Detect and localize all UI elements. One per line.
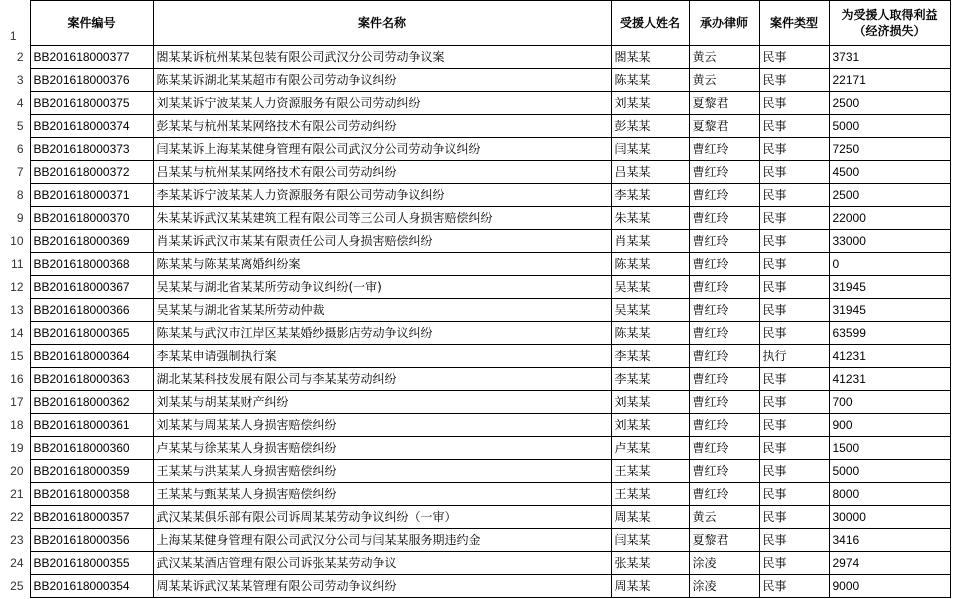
cell-client-name[interactable]: 陈某某 [611,322,689,345]
cell-case-id[interactable]: BB201618000362 [30,391,153,414]
cell-client-name[interactable]: 刘某某 [611,92,689,115]
cell-case-type[interactable]: 民事 [759,529,829,552]
row-number[interactable]: 13 [0,299,30,322]
table-row [0,483,950,506]
table-row [0,460,950,483]
cell-case-id[interactable]: BB201618000365 [30,322,153,345]
table-row [0,552,950,575]
cell-client-name[interactable]: 閤某某 [611,46,689,69]
cell-benefit[interactable]: 4500 [829,161,950,184]
cell-case-type[interactable]: 民事 [759,253,829,276]
cell-case-name[interactable]: 陈某某与武汉市江岸区某某婚纱摄影店劳动争议纠纷 [153,322,611,345]
row-number[interactable]: 17 [0,391,30,414]
cell-benefit[interactable]: 7250 [829,138,950,161]
cell-case-id[interactable]: BB201618000363 [30,368,153,391]
cell-case-id[interactable]: BB201618000376 [30,69,153,92]
cell-case-id[interactable]: BB201618000377 [30,46,153,69]
table-row [0,138,950,161]
header-lawyer[interactable]: 承办律师 [689,1,759,46]
row-number[interactable]: 1 [0,1,30,46]
row-number[interactable]: 21 [0,483,30,506]
cell-benefit[interactable]: 5000 [829,115,950,138]
cell-benefit[interactable]: 2974 [829,552,950,575]
cell-client-name[interactable]: 陈某某 [611,69,689,92]
table-row [0,161,950,184]
cell-benefit[interactable]: 41231 [829,368,950,391]
cell-case-type[interactable]: 民事 [759,575,829,598]
cell-case-type[interactable]: 民事 [759,299,829,322]
cell-benefit[interactable]: 31945 [829,276,950,299]
cell-client-name[interactable]: 肖某某 [611,230,689,253]
table-row [0,299,950,322]
table-row [0,69,950,92]
cell-lawyer[interactable]: 曹红玲 [689,184,759,207]
cell-lawyer[interactable]: 曹红玲 [689,253,759,276]
cell-client-name[interactable]: 闫某某 [611,138,689,161]
row-number[interactable]: 8 [0,184,30,207]
table-row [0,368,950,391]
table-row [0,92,950,115]
cell-benefit[interactable]: 900 [829,414,950,437]
cell-case-name[interactable]: 刘某某与周某某人身损害赔偿纠纷 [153,414,611,437]
row-number[interactable]: 9 [0,207,30,230]
header-benefit[interactable]: 为受援人取得利益 （经济损失） [829,1,950,46]
row-number[interactable]: 20 [0,460,30,483]
header-case-type[interactable]: 案件类型 [759,1,829,46]
cell-lawyer[interactable]: 曹红玲 [689,276,759,299]
cell-client-name[interactable]: 彭某某 [611,115,689,138]
cell-benefit[interactable]: 9000 [829,575,950,598]
cell-case-id[interactable]: BB201618000369 [30,230,153,253]
cell-client-name[interactable]: 周某某 [611,575,689,598]
cell-client-name[interactable]: 刘某某 [611,414,689,437]
cell-client-name[interactable]: 刘某某 [611,391,689,414]
cell-lawyer[interactable]: 曹红玲 [689,414,759,437]
table-row [0,575,950,598]
header-case-id[interactable]: 案件编号 [30,1,153,46]
cell-case-type[interactable]: 民事 [759,322,829,345]
cell-benefit[interactable]: 22171 [829,69,950,92]
cell-lawyer[interactable]: 黄云 [689,46,759,69]
cell-case-type[interactable]: 民事 [759,391,829,414]
cell-case-id[interactable]: BB201618000372 [30,161,153,184]
row-number[interactable]: 25 [0,575,30,598]
cell-case-id[interactable]: BB201618000374 [30,115,153,138]
cell-benefit[interactable]: 22000 [829,207,950,230]
cell-case-type[interactable]: 民事 [759,230,829,253]
cell-case-type[interactable]: 民事 [759,460,829,483]
table-row [0,46,950,69]
row-number[interactable]: 15 [0,345,30,368]
cell-client-name[interactable]: 李某某 [611,345,689,368]
cell-case-type[interactable]: 民事 [759,69,829,92]
row-number[interactable]: 10 [0,230,30,253]
cell-benefit[interactable]: 30000 [829,506,950,529]
cell-case-name[interactable]: 吕某某与杭州某某网络技术有限公司劳动纠纷 [153,161,611,184]
cell-case-name[interactable]: 周某某诉武汉某某管理有限公司劳动争议纠纷 [153,575,611,598]
cell-benefit[interactable]: 5000 [829,460,950,483]
cell-case-type[interactable]: 民事 [759,115,829,138]
cell-case-id[interactable]: BB201618000368 [30,253,153,276]
row-number[interactable]: 3 [0,69,30,92]
cell-lawyer[interactable]: 曹红玲 [689,391,759,414]
table-row [0,529,950,552]
cell-client-name[interactable]: 王某某 [611,483,689,506]
cell-case-name[interactable]: 王某某与洪某某人身损害赔偿纠纷 [153,460,611,483]
cell-client-name[interactable]: 陈某某 [611,253,689,276]
cell-lawyer[interactable]: 黄云 [689,506,759,529]
row-number[interactable]: 7 [0,161,30,184]
cell-case-name[interactable]: 朱某某诉武汉某某建筑工程有限公司等三公司人身损害赔偿纠纷 [153,207,611,230]
cell-client-name[interactable]: 吴某某 [611,276,689,299]
cell-benefit[interactable]: 63599 [829,322,950,345]
cell-lawyer[interactable]: 夏黎君 [689,115,759,138]
cell-lawyer[interactable]: 曹红玲 [689,299,759,322]
cell-client-name[interactable]: 王某某 [611,460,689,483]
cell-client-name[interactable]: 李某某 [611,184,689,207]
cell-lawyer[interactable]: 曹红玲 [689,483,759,506]
table-row [0,322,950,345]
table-row [0,230,950,253]
cell-client-name[interactable]: 张某某 [611,552,689,575]
cell-case-type[interactable]: 民事 [759,161,829,184]
cell-case-id[interactable]: BB201618000364 [30,345,153,368]
cell-lawyer[interactable]: 夏黎君 [689,92,759,115]
cell-case-name[interactable]: 武汉某某俱乐部有限公司诉周某某劳动争议纠纷（一审） [153,506,611,529]
cell-lawyer[interactable]: 曹红玲 [689,207,759,230]
cell-benefit[interactable]: 2500 [829,184,950,207]
row-number[interactable]: 5 [0,115,30,138]
cell-client-name[interactable]: 朱某某 [611,207,689,230]
cell-client-name[interactable]: 吴某某 [611,299,689,322]
cell-case-id[interactable]: BB201618000354 [30,575,153,598]
cell-case-name[interactable]: 刘某某诉宁波某某人力资源服务有限公司劳动纠纷 [153,92,611,115]
row-number[interactable]: 24 [0,552,30,575]
cell-case-id[interactable]: BB201618000370 [30,207,153,230]
cell-case-type[interactable]: 执行 [759,345,829,368]
cell-case-type[interactable]: 民事 [759,506,829,529]
cell-case-name[interactable]: 李某某申请强制执行案 [153,345,611,368]
cell-client-name[interactable]: 李某某 [611,368,689,391]
cell-case-id[interactable]: BB201618000361 [30,414,153,437]
cell-benefit[interactable]: 1500 [829,437,950,460]
cell-benefit[interactable]: 2500 [829,92,950,115]
table-row [0,414,950,437]
cell-case-type[interactable]: 民事 [759,92,829,115]
cell-benefit[interactable]: 8000 [829,483,950,506]
header-case-name[interactable]: 案件名称 [153,1,611,46]
cell-lawyer[interactable]: 夏黎君 [689,529,759,552]
cell-case-name[interactable]: 彭某某与杭州某某网络技术有限公司劳动纠纷 [153,115,611,138]
row-number[interactable]: 6 [0,138,30,161]
cell-case-id[interactable]: BB201618000357 [30,506,153,529]
cell-case-name[interactable]: 刘某某与胡某某财产纠纷 [153,391,611,414]
cell-case-name[interactable]: 陈某某诉湖北某某超市有限公司劳动争议纠纷 [153,69,611,92]
cell-case-name[interactable]: 吴某某与湖北省某某所劳动争议纠纷(一审) [153,276,611,299]
cell-case-type[interactable]: 民事 [759,276,829,299]
cell-case-name[interactable]: 上海某某健身管理有限公司武汉分公司与闫某某服务期违约金 [153,529,611,552]
cell-case-name[interactable]: 肖某某诉武汉市某某有限责任公司人身损害赔偿纠纷 [153,230,611,253]
cell-case-type[interactable]: 民事 [759,184,829,207]
table-row [0,391,950,414]
cell-lawyer[interactable]: 曹红玲 [689,460,759,483]
cell-benefit[interactable]: 0 [829,253,950,276]
cell-case-type[interactable]: 民事 [759,437,829,460]
cell-case-type[interactable]: 民事 [759,414,829,437]
cell-case-id[interactable]: BB201618000360 [30,437,153,460]
cell-case-name[interactable]: 陈某某与陈某某离婚纠纷案 [153,253,611,276]
table-row [0,276,950,299]
row-number[interactable]: 22 [0,506,30,529]
cell-benefit[interactable]: 33000 [829,230,950,253]
row-number[interactable]: 14 [0,322,30,345]
cell-case-type[interactable]: 民事 [759,483,829,506]
cell-case-type[interactable]: 民事 [759,552,829,575]
cell-case-id[interactable]: BB201618000375 [30,92,153,115]
cell-benefit[interactable]: 3416 [829,529,950,552]
table-row [0,184,950,207]
cell-lawyer[interactable]: 曹红玲 [689,437,759,460]
cell-client-name[interactable]: 吕某某 [611,161,689,184]
cell-lawyer[interactable]: 曹红玲 [689,138,759,161]
row-number[interactable]: 2 [0,46,30,69]
cell-lawyer[interactable]: 黄云 [689,69,759,92]
cell-case-id[interactable]: BB201618000371 [30,184,153,207]
cell-case-name[interactable]: 閤某某诉杭州某某包装有限公司武汉分公司劳动争议案 [153,46,611,69]
cell-case-name[interactable]: 武汉某某酒店管理有限公司诉张某某劳动争议 [153,552,611,575]
cell-lawyer[interactable]: 曹红玲 [689,230,759,253]
cell-client-name[interactable]: 卢某某 [611,437,689,460]
table-row [0,207,950,230]
cell-client-name[interactable]: 周某某 [611,506,689,529]
cell-lawyer[interactable]: 涂凌 [689,552,759,575]
table-row [0,437,950,460]
cell-case-id[interactable]: BB201618000366 [30,299,153,322]
table-row [0,253,950,276]
table-row [0,115,950,138]
cell-case-type[interactable]: 民事 [759,207,829,230]
table-row [0,506,950,529]
cell-case-name[interactable]: 卢某某与徐某某人身损害赔偿纠纷 [153,437,611,460]
table-row [0,345,950,368]
cell-client-name[interactable]: 闫某某 [611,529,689,552]
cell-case-type[interactable]: 民事 [759,368,829,391]
header-client-name[interactable]: 受援人姓名 [611,1,689,46]
cell-case-id[interactable]: BB201618000367 [30,276,153,299]
cell-lawyer[interactable]: 曹红玲 [689,161,759,184]
cell-case-name[interactable]: 湖北某某科技发展有限公司与李某某劳动纠纷 [153,368,611,391]
row-number[interactable]: 11 [0,253,30,276]
cell-benefit[interactable]: 3731 [829,46,950,69]
cell-case-id[interactable]: BB201618000356 [30,529,153,552]
row-number[interactable]: 4 [0,92,30,115]
cell-case-name[interactable]: 吴某某与湖北省某某所劳动仲裁 [153,299,611,322]
row-number[interactable]: 16 [0,368,30,391]
cell-case-type[interactable]: 民事 [759,46,829,69]
cell-case-id[interactable]: BB201618000358 [30,483,153,506]
row-number[interactable]: 18 [0,414,30,437]
cell-case-name[interactable]: 李某某诉宁波某某人力资源服务有限公司劳动争议纠纷 [153,184,611,207]
header-row [0,1,950,46]
cell-lawyer[interactable]: 曹红玲 [689,368,759,391]
cell-case-type[interactable]: 民事 [759,138,829,161]
row-number[interactable]: 12 [0,276,30,299]
cell-case-name[interactable]: 闫某某诉上海某某健身管理有限公司武汉分公司劳动争议纠纷 [153,138,611,161]
cell-case-name[interactable]: 王某某与甄某某人身损害赔偿纠纷 [153,483,611,506]
cell-case-id[interactable]: BB201618000373 [30,138,153,161]
cell-lawyer[interactable]: 涂凌 [689,575,759,598]
row-number[interactable]: 19 [0,437,30,460]
cell-benefit[interactable]: 41231 [829,345,950,368]
cell-lawyer[interactable]: 曹红玲 [689,345,759,368]
cell-benefit[interactable]: 31945 [829,299,950,322]
cell-benefit[interactable]: 700 [829,391,950,414]
cell-lawyer[interactable]: 曹红玲 [689,322,759,345]
cell-case-id[interactable]: BB201618000359 [30,460,153,483]
cell-case-id[interactable]: BB201618000355 [30,552,153,575]
row-number[interactable]: 23 [0,529,30,552]
